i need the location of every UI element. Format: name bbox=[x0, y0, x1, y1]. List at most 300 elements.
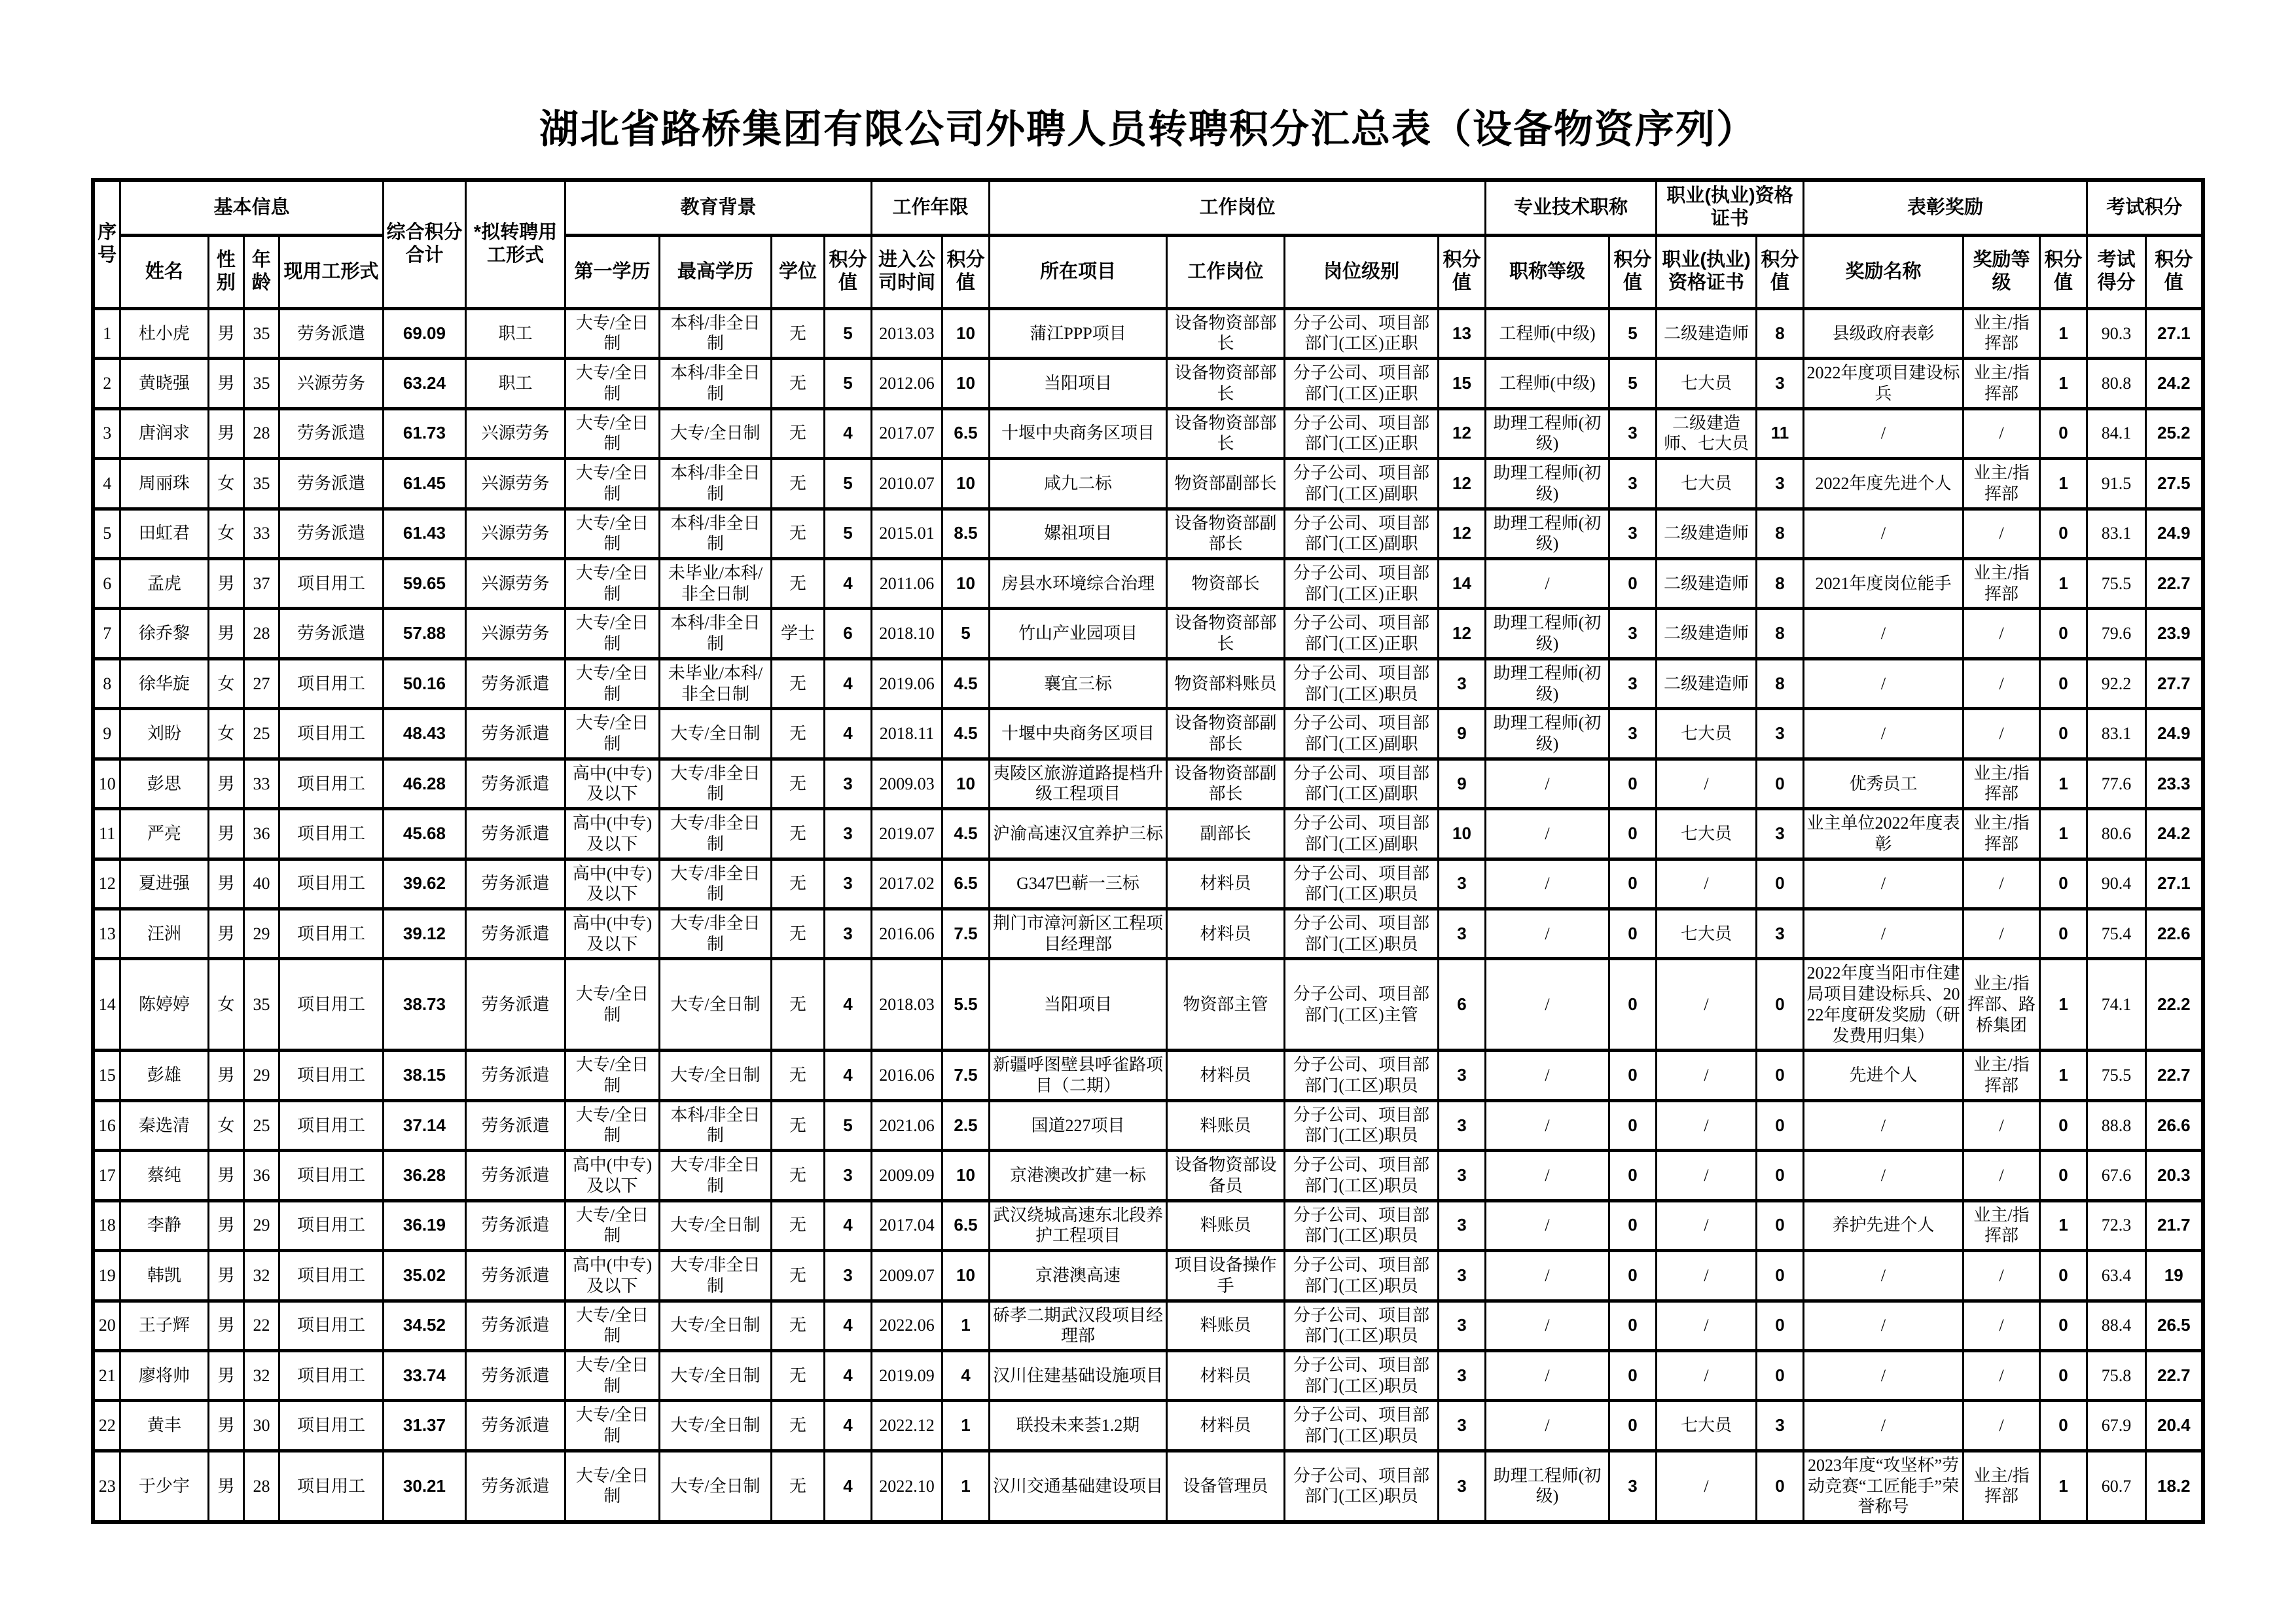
table-cell: 女 bbox=[208, 1100, 243, 1150]
table-cell: 无 bbox=[771, 459, 824, 509]
table-cell: 兴源劳务 bbox=[465, 558, 565, 608]
table-cell: 工程师(中级) bbox=[1486, 308, 1609, 358]
table-cell: 1 bbox=[2040, 759, 2087, 808]
table-cell: 8 bbox=[1757, 558, 1804, 608]
table-cell: / bbox=[1657, 759, 1757, 808]
table-cell: / bbox=[1964, 1100, 2040, 1150]
table-cell: 3 bbox=[824, 1151, 871, 1200]
table-cell: 3 bbox=[1438, 1301, 1485, 1350]
table-cell: / bbox=[1657, 959, 1757, 1051]
table-row bbox=[93, 709, 2202, 759]
table-cell: 3 bbox=[1609, 509, 1657, 558]
table-cell: 77.6 bbox=[2087, 759, 2146, 808]
table-row bbox=[93, 359, 2202, 408]
table-cell: 90.4 bbox=[2087, 859, 2146, 909]
table-cell: 0 bbox=[2040, 1151, 2087, 1200]
table-cell: 10 bbox=[93, 759, 120, 808]
table-cell: / bbox=[1804, 1251, 1964, 1301]
table-cell: 34.52 bbox=[383, 1301, 465, 1350]
table-cell: 2021年度岗位能手 bbox=[1804, 558, 1964, 608]
table-cell: 3 bbox=[824, 909, 871, 959]
table-cell: 15 bbox=[93, 1051, 120, 1100]
table-cell: 男 bbox=[208, 308, 243, 358]
table-cell: 0 bbox=[1609, 1100, 1657, 1150]
table-cell: 83.1 bbox=[2087, 509, 2146, 558]
table-cell: 0 bbox=[1757, 1251, 1804, 1301]
table-cell: 项目用工 bbox=[279, 1251, 383, 1301]
table-cell: 3 bbox=[1609, 1451, 1657, 1522]
table-cell: 3 bbox=[1757, 1401, 1804, 1451]
table-cell: 0 bbox=[1609, 1051, 1657, 1100]
table-cell: 33.74 bbox=[383, 1350, 465, 1400]
table-cell: 大专/全日制 bbox=[565, 1350, 659, 1400]
table-cell: 十堰中央商务区项目 bbox=[989, 408, 1166, 458]
table-cell: 大专/非全日制 bbox=[659, 859, 771, 909]
table-cell: 3 bbox=[824, 809, 871, 859]
header-group-cell: 教育背景 bbox=[565, 180, 871, 235]
table-cell: 工程师(中级) bbox=[1486, 359, 1609, 408]
table-cell: 大专/全日制 bbox=[565, 408, 659, 458]
table-cell: 21 bbox=[93, 1350, 120, 1400]
table-cell: 6.5 bbox=[942, 1200, 989, 1250]
table-cell: 0 bbox=[1609, 1151, 1657, 1200]
header-group-cell: 考试积分 bbox=[2087, 180, 2203, 235]
table-cell: 当阳项目 bbox=[989, 359, 1166, 408]
table-cell: 大专/全日制 bbox=[565, 1451, 659, 1522]
table-cell: 业主单位2022年度表彰 bbox=[1804, 809, 1964, 859]
table-cell: 男 bbox=[208, 909, 243, 959]
table-cell: / bbox=[1486, 1151, 1609, 1200]
table-cell: 分子公司、项目部部门(工区)职员 bbox=[1284, 1151, 1438, 1200]
table-cell: 彭雄 bbox=[120, 1051, 208, 1100]
table-cell: 劳务派遣 bbox=[465, 859, 565, 909]
table-cell: 3 bbox=[1438, 1350, 1485, 1400]
table-cell: / bbox=[1657, 1151, 1757, 1200]
table-cell: 设备物资部副部长 bbox=[1166, 759, 1284, 808]
table-cell: 助理工程师(初级) bbox=[1486, 659, 1609, 708]
table-cell: 3 bbox=[1609, 659, 1657, 708]
header-group-cell: 专业技术职称 bbox=[1486, 180, 1657, 235]
table-cell: / bbox=[1657, 1200, 1757, 1250]
table-cell: 1 bbox=[2040, 809, 2087, 859]
table-cell: / bbox=[1486, 759, 1609, 808]
table-cell: 分子公司、项目部部门(工区)副职 bbox=[1284, 509, 1438, 558]
table-cell: 30.21 bbox=[383, 1451, 465, 1522]
table-cell: 29 bbox=[243, 909, 279, 959]
table-cell: 无 bbox=[771, 809, 824, 859]
table-cell: 设备物资部副部长 bbox=[1166, 509, 1284, 558]
table-cell: 分子公司、项目部部门(工区)正职 bbox=[1284, 558, 1438, 608]
table-cell: 大专/非全日制 bbox=[659, 759, 771, 808]
table-cell: 汉川交通基础建设项目 bbox=[989, 1451, 1166, 1522]
table-cell: 项目用工 bbox=[279, 859, 383, 909]
table-row bbox=[93, 1301, 2202, 1350]
header-cell: 职称等级 bbox=[1486, 235, 1609, 308]
table-cell: 业主/指挥部 bbox=[1964, 308, 2040, 358]
header-group-cell: 基本信息 bbox=[120, 180, 383, 235]
table-cell: 大专/全日制 bbox=[659, 959, 771, 1051]
table-cell: 0 bbox=[1757, 1151, 1804, 1200]
table-cell: 4 bbox=[824, 558, 871, 608]
table-cell: 23 bbox=[93, 1451, 120, 1522]
table-cell: 37.14 bbox=[383, 1100, 465, 1150]
table-cell: 设备物资部设备员 bbox=[1166, 1151, 1284, 1200]
table-cell: 大专/非全日制 bbox=[659, 1251, 771, 1301]
table-cell: 46.28 bbox=[383, 759, 465, 808]
table-cell: 0 bbox=[1757, 859, 1804, 909]
table-cell: 分子公司、项目部部门(工区)职员 bbox=[1284, 859, 1438, 909]
table-cell: / bbox=[1964, 609, 2040, 659]
table-cell: / bbox=[1657, 1251, 1757, 1301]
table-cell: 分子公司、项目部部门(工区)职员 bbox=[1284, 1451, 1438, 1522]
table-cell: 0 bbox=[2040, 709, 2087, 759]
table-cell: 材料员 bbox=[1166, 1350, 1284, 1400]
table-cell: 无 bbox=[771, 909, 824, 959]
table-cell: 分子公司、项目部部门(工区)职员 bbox=[1284, 1200, 1438, 1250]
table-cell: 未毕业/本科/非全日制 bbox=[659, 558, 771, 608]
table-cell: 2021.06 bbox=[871, 1100, 942, 1150]
table-cell: 七大员 bbox=[1657, 459, 1757, 509]
table-cell: 男 bbox=[208, 408, 243, 458]
table-cell: 设备物资部部长 bbox=[1166, 359, 1284, 408]
table-cell: / bbox=[1964, 1401, 2040, 1451]
table-cell: 75.4 bbox=[2087, 909, 2146, 959]
table-cell: 37 bbox=[243, 558, 279, 608]
table-cell: 0 bbox=[2040, 659, 2087, 708]
table-cell: / bbox=[1804, 1401, 1964, 1451]
table-cell: 0 bbox=[2040, 1251, 2087, 1301]
table-cell: 项目用工 bbox=[279, 1051, 383, 1100]
header-cell: 现用工形式 bbox=[279, 235, 383, 308]
table-cell: / bbox=[1486, 859, 1609, 909]
table-cell: 兴源劳务 bbox=[465, 609, 565, 659]
table-cell: 3 bbox=[1757, 459, 1804, 509]
table-cell: 沪渝高速汉宜养护三标 bbox=[989, 809, 1166, 859]
table-cell: 料账员 bbox=[1166, 1100, 1284, 1150]
table-cell: 业主/指挥部 bbox=[1964, 558, 2040, 608]
table-cell: 38.15 bbox=[383, 1051, 465, 1100]
table-cell: 5 bbox=[1609, 359, 1657, 408]
table-cell: 0 bbox=[1609, 1251, 1657, 1301]
table-cell: 20.4 bbox=[2146, 1401, 2203, 1451]
table-cell: 女 bbox=[208, 709, 243, 759]
table-cell: / bbox=[1804, 709, 1964, 759]
table-cell: 男 bbox=[208, 809, 243, 859]
header-cell: 年龄 bbox=[243, 235, 279, 308]
table-cell: 2022.06 bbox=[871, 1301, 942, 1350]
table-cell: 4 bbox=[824, 959, 871, 1051]
table-cell: 7 bbox=[93, 609, 120, 659]
table-cell: 0 bbox=[1609, 909, 1657, 959]
table-cell: 16 bbox=[93, 1100, 120, 1150]
table-cell: 33 bbox=[243, 509, 279, 558]
table-row bbox=[93, 959, 2202, 1051]
table-cell: 房县水环境综合治理 bbox=[989, 558, 1166, 608]
table-cell: 48.43 bbox=[383, 709, 465, 759]
table-cell: 劳务派遣 bbox=[465, 1401, 565, 1451]
table-cell: 2017.02 bbox=[871, 859, 942, 909]
table-cell: 0 bbox=[2040, 1401, 2087, 1451]
table-cell: 无 bbox=[771, 1251, 824, 1301]
table-cell: 29 bbox=[243, 1051, 279, 1100]
table-cell: 分子公司、项目部部门(工区)职员 bbox=[1284, 1251, 1438, 1301]
table-cell: 36.28 bbox=[383, 1151, 465, 1200]
table-cell: 6 bbox=[93, 558, 120, 608]
table-cell: 当阳项目 bbox=[989, 959, 1166, 1051]
table-cell: 田虹君 bbox=[120, 509, 208, 558]
table-cell: 1 bbox=[2040, 1051, 2087, 1100]
table-cell: 项目用工 bbox=[279, 1151, 383, 1200]
table-cell: 2013.03 bbox=[871, 308, 942, 358]
header-cell: 奖励名称 bbox=[1804, 235, 1964, 308]
table-cell: / bbox=[1486, 1401, 1609, 1451]
table-cell: 男 bbox=[208, 1051, 243, 1100]
table-cell: 蒲江PPP项目 bbox=[989, 308, 1166, 358]
table-cell: 10 bbox=[1438, 809, 1485, 859]
header-group-cell: 工作岗位 bbox=[989, 180, 1485, 235]
table-cell: 业主/指挥部 bbox=[1964, 459, 2040, 509]
table-cell: 七大员 bbox=[1657, 909, 1757, 959]
table-cell: 14 bbox=[1438, 558, 1485, 608]
header-group-cell: 综合积分合计 bbox=[383, 180, 465, 308]
table-cell: / bbox=[1657, 1350, 1757, 1400]
table-cell: 0 bbox=[2040, 509, 2087, 558]
table-cell: 大专/全日制 bbox=[565, 1200, 659, 1250]
header-group-row bbox=[93, 180, 2202, 235]
table-cell: / bbox=[1964, 859, 2040, 909]
table-cell: 高中(中专)及以下 bbox=[565, 1151, 659, 1200]
table-cell: / bbox=[1804, 1350, 1964, 1400]
table-cell: 项目用工 bbox=[279, 1100, 383, 1150]
table-cell: 11 bbox=[93, 809, 120, 859]
table-cell: 3 bbox=[1757, 809, 1804, 859]
table-cell: 35 bbox=[243, 459, 279, 509]
table-cell: 3 bbox=[824, 1251, 871, 1301]
table-cell: 大专/全日制 bbox=[659, 709, 771, 759]
table-cell: 大专/全日制 bbox=[565, 1051, 659, 1100]
table-cell: 8.5 bbox=[942, 509, 989, 558]
table-cell: / bbox=[1486, 558, 1609, 608]
table-cell: / bbox=[1804, 408, 1964, 458]
table-cell: 13 bbox=[93, 909, 120, 959]
table-cell: 21.7 bbox=[2146, 1200, 2203, 1250]
table-cell: 20.3 bbox=[2146, 1151, 2203, 1200]
table-cell: / bbox=[1804, 1301, 1964, 1350]
table-cell: 本科/非全日制 bbox=[659, 459, 771, 509]
table-cell: 职工 bbox=[465, 359, 565, 408]
table-cell: 劳务派遣 bbox=[465, 1151, 565, 1200]
table-cell: 秦选清 bbox=[120, 1100, 208, 1150]
table-cell: 劳务派遣 bbox=[279, 459, 383, 509]
table-cell: 2016.06 bbox=[871, 1051, 942, 1100]
table-cell: 2022.10 bbox=[871, 1451, 942, 1522]
table-cell: 79.6 bbox=[2087, 609, 2146, 659]
table-cell: 5 bbox=[942, 609, 989, 659]
table-cell: 23.3 bbox=[2146, 759, 2203, 808]
table-cell: 2019.09 bbox=[871, 1350, 942, 1400]
table-cell: 劳务派遣 bbox=[465, 1350, 565, 1400]
table-cell: 36 bbox=[243, 809, 279, 859]
table-cell: 0 bbox=[1609, 1200, 1657, 1250]
table-cell: 大专/全日制 bbox=[565, 1100, 659, 1150]
table-cell: 男 bbox=[208, 1401, 243, 1451]
table-cell: 物资部主管 bbox=[1166, 959, 1284, 1051]
table-cell: 无 bbox=[771, 359, 824, 408]
table-cell: 劳务派遣 bbox=[465, 809, 565, 859]
table-row bbox=[93, 558, 2202, 608]
table-cell: 28 bbox=[243, 1451, 279, 1522]
header-group-cell: 序号 bbox=[93, 180, 120, 308]
table-cell: 县级政府表彰 bbox=[1804, 308, 1964, 358]
table-cell: 1 bbox=[942, 1401, 989, 1451]
table-cell: 助理工程师(初级) bbox=[1486, 459, 1609, 509]
table-cell: 陈婷婷 bbox=[120, 959, 208, 1051]
table-cell: / bbox=[1804, 659, 1964, 708]
table-cell: 1 bbox=[93, 308, 120, 358]
table-cell: 23.9 bbox=[2146, 609, 2203, 659]
table-cell: 3 bbox=[1438, 1451, 1485, 1522]
table-cell: 0 bbox=[1609, 809, 1657, 859]
table-cell: 国道227项目 bbox=[989, 1100, 1166, 1150]
table-row bbox=[93, 308, 2202, 358]
header-cell: 职业(执业)资格证书 bbox=[1657, 235, 1757, 308]
table-cell: 二级建造师 bbox=[1657, 509, 1757, 558]
header-group-cell: 工作年限 bbox=[871, 180, 989, 235]
table-cell: 大专/全日制 bbox=[659, 1051, 771, 1100]
table-cell: / bbox=[1486, 809, 1609, 859]
table-cell: 30 bbox=[243, 1401, 279, 1451]
table-cell: 十堰中央商务区项目 bbox=[989, 709, 1166, 759]
table-cell: 大专/全日制 bbox=[659, 1350, 771, 1400]
score-table bbox=[91, 178, 2204, 1524]
table-cell: / bbox=[1804, 909, 1964, 959]
table-cell: 50.16 bbox=[383, 659, 465, 708]
table-cell: 劳务派遣 bbox=[465, 959, 565, 1051]
table-cell: / bbox=[1486, 1301, 1609, 1350]
table-cell: 大专/全日制 bbox=[565, 558, 659, 608]
table-cell: 无 bbox=[771, 959, 824, 1051]
table-cell: 67.6 bbox=[2087, 1151, 2146, 1200]
table-cell: 67.9 bbox=[2087, 1401, 2146, 1451]
table-cell: 高中(中专)及以下 bbox=[565, 759, 659, 808]
table-cell: 88.4 bbox=[2087, 1301, 2146, 1350]
table-cell: 大专/全日制 bbox=[659, 1451, 771, 1522]
table-cell: 5 bbox=[824, 359, 871, 408]
table-cell: 5 bbox=[824, 308, 871, 358]
table-cell: 项目用工 bbox=[279, 759, 383, 808]
table-cell: 助理工程师(初级) bbox=[1486, 1451, 1609, 1522]
table-cell: 1 bbox=[942, 1301, 989, 1350]
table-cell: 15 bbox=[1438, 359, 1485, 408]
table-row bbox=[93, 659, 2202, 708]
table-cell: 男 bbox=[208, 359, 243, 408]
table-cell: 分子公司、项目部部门(工区)正职 bbox=[1284, 359, 1438, 408]
table-cell: / bbox=[1486, 909, 1609, 959]
table-cell: / bbox=[1486, 1251, 1609, 1301]
table-cell: 设备物资部部长 bbox=[1166, 609, 1284, 659]
table-cell: 养护先进个人 bbox=[1804, 1200, 1964, 1250]
table-cell: 2016.06 bbox=[871, 909, 942, 959]
table-cell: 0 bbox=[1757, 1451, 1804, 1522]
table-cell: 22.2 bbox=[2146, 959, 2203, 1051]
table-cell: 分子公司、项目部部门(工区)职员 bbox=[1284, 1401, 1438, 1451]
table-cell: 31.37 bbox=[383, 1401, 465, 1451]
table-cell: / bbox=[1657, 1451, 1757, 1522]
table-cell: 无 bbox=[771, 308, 824, 358]
table-cell: 3 bbox=[1757, 909, 1804, 959]
table-cell: 10 bbox=[942, 308, 989, 358]
table-cell: 27.1 bbox=[2146, 859, 2203, 909]
table-cell: 75.5 bbox=[2087, 1051, 2146, 1100]
table-cell: 32 bbox=[243, 1251, 279, 1301]
table-cell: 业主/指挥部、路桥集团 bbox=[1964, 959, 2040, 1051]
table-cell: 无 bbox=[771, 1100, 824, 1150]
table-cell: 3 bbox=[1438, 1100, 1485, 1150]
table-cell: 兴源劳务 bbox=[465, 408, 565, 458]
table-cell: 3 bbox=[1438, 909, 1485, 959]
table-cell: 咸九二标 bbox=[989, 459, 1166, 509]
table-cell: 27.5 bbox=[2146, 459, 2203, 509]
table-cell: 设备物资部部长 bbox=[1166, 408, 1284, 458]
header-cell: 奖励等级 bbox=[1964, 235, 2040, 308]
table-cell: 项目用工 bbox=[279, 558, 383, 608]
table-cell: 4 bbox=[824, 659, 871, 708]
table-cell: 大专/非全日制 bbox=[659, 809, 771, 859]
table-cell: 2012.06 bbox=[871, 359, 942, 408]
table-cell: 0 bbox=[2040, 1100, 2087, 1150]
table-cell: 10 bbox=[942, 459, 989, 509]
table-cell: 汪洲 bbox=[120, 909, 208, 959]
table-cell: / bbox=[1964, 1251, 2040, 1301]
table-cell: 无 bbox=[771, 1200, 824, 1250]
table-cell: 项目用工 bbox=[279, 959, 383, 1051]
table-cell: 料账员 bbox=[1166, 1200, 1284, 1250]
table-cell: 女 bbox=[208, 459, 243, 509]
table-cell: 9 bbox=[93, 709, 120, 759]
table-cell: 4.5 bbox=[942, 809, 989, 859]
table-cell: 材料员 bbox=[1166, 909, 1284, 959]
table-cell: 84.1 bbox=[2087, 408, 2146, 458]
table-cell: 男 bbox=[208, 859, 243, 909]
table-cell: 27.1 bbox=[2146, 308, 2203, 358]
table-row bbox=[93, 859, 2202, 909]
table-cell: 劳务派遣 bbox=[465, 1451, 565, 1522]
table-cell: / bbox=[1964, 1350, 2040, 1400]
table-cell: 夏进强 bbox=[120, 859, 208, 909]
table-head bbox=[93, 180, 2202, 308]
table-cell: 8 bbox=[1757, 659, 1804, 708]
table-cell: 劳务派遣 bbox=[465, 1200, 565, 1250]
table-cell: 80.8 bbox=[2087, 359, 2146, 408]
table-cell: 22.7 bbox=[2146, 558, 2203, 608]
table-cell: 3 bbox=[1609, 709, 1657, 759]
table-cell: 25 bbox=[243, 709, 279, 759]
table-cell: 57.88 bbox=[383, 609, 465, 659]
table-cell: 高中(中专)及以下 bbox=[565, 859, 659, 909]
table-cell: 59.65 bbox=[383, 558, 465, 608]
table-cell: 大专/全日制 bbox=[565, 459, 659, 509]
table-cell: 2022年度项目建设标兵 bbox=[1804, 359, 1964, 408]
table-cell: 32 bbox=[243, 1350, 279, 1400]
table-cell: 女 bbox=[208, 659, 243, 708]
header-group-cell: 职业(执业)资格证书 bbox=[1657, 180, 1804, 235]
table-cell: / bbox=[1964, 909, 2040, 959]
page-title: 湖北省路桥集团有限公司外聘人员转聘积分汇总表（设备物资序列） bbox=[539, 107, 1757, 151]
table-cell: 业主/指挥部 bbox=[1964, 759, 2040, 808]
table-cell: 2019.06 bbox=[871, 659, 942, 708]
table-cell: 0 bbox=[1609, 558, 1657, 608]
table-cell: 无 bbox=[771, 408, 824, 458]
